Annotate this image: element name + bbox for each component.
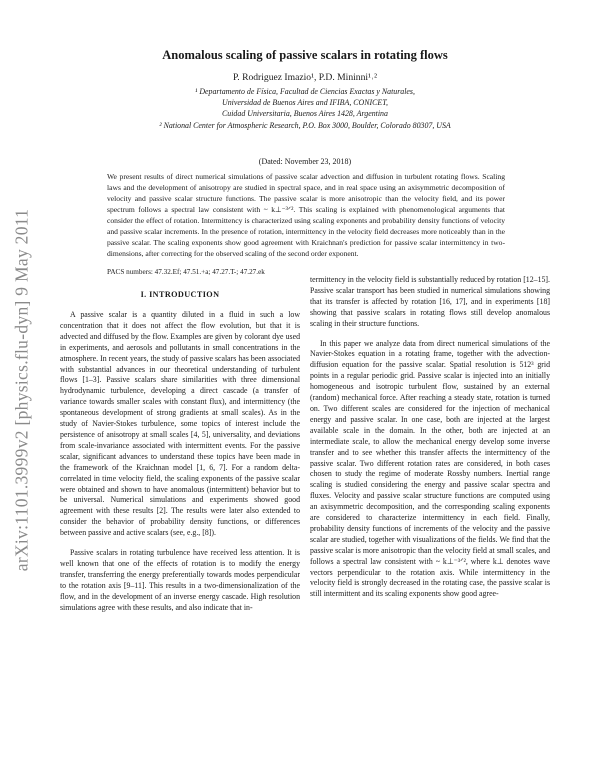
intro-paragraph-3: termittency in the velocity field is substantially reduced by rotation [12–15]. Passive scalar transport has been studied in numerical simulations showing that its transfer is affected by rotation [16, 17], and in experiments [18] showing that passive scalars in rotating flows still develop anomalous scaling in their structure functions. (310, 275, 550, 328)
paper-title: Anomalous scaling of passive scalars in rotating flows (162, 48, 448, 62)
intro-paragraph-4: In this paper we analyze data from direct numerical simulations of the Navier-Stokes equation in a rotating frame, together with the advection-diffusion equation for the passive scalar. Spatial resolution is 512³ grid points in a regular periodic grid. Passive scalar is injected into an initially homogeneous and isotropic turbulent flow, sustained by an external (random) mechanical force. After reaching a steady state, rotation is turned on. Two different scales are considered for the injection of mechanical energy and passive scalar. In one case, both are injected at the largest available scale in the domain. In the other, both are injected at an intermediate scale, to allow the mechanical energy develop some inverse transfer and to see whether this transfer affects the intermittency of the passive scalar. Two different rotation rates are considered, in both cases chosen to study the regime of moderate Rossby numbers. Inertial range scaling is studied considering the energy and passive scalar spectra and fluxes. Velocity and passive scalar structure functions are computed using an axisymmetric decomposition, and the corresponding scaling exponents are considered to characterize intermittency in each field. Finally, probability density functions of increments of the velocity and the passive scalar are studied, together with visualizations of the fields. We find that the passive scalar is more anisotropic than the velocity field at small scales, and follows a spectral law consistent with ~ k⊥⁻³ᐟ², where k⊥ denotes wave vectors perpendicular to the rotation axis. While intermittency in the velocity field is strongly decreased in the rotating case, the passive scalar is still intermittent and its scaling exponents show good agree- (310, 338, 550, 599)
section-heading-introduction: I. INTRODUCTION (140, 290, 220, 299)
affiliation-line-1: ¹ Departamento de Física, Facultad de Ciencias Exactas y Naturales, (195, 87, 415, 96)
arxiv-stamp (6, 180, 38, 600)
affiliation-line-4: ² National Center for Atmospheric Research, P.O. Box 3000, Boulder, Colorado 80307, USA (159, 121, 451, 130)
intro-paragraph-1: A passive scalar is a quantity diluted in a fluid in such a low concentration that it does not affect the flow evolution, but that it is advected and diffused by the flow. Examples are given by colorant dye used in experiments, and aerosols and pollutants in small concentrations in the atmosphere. In recent years, the study of passive scalars has been associated with substantial advances in our theoretical understanding of turbulent flows [1–3]. Passive scalars share similarities with three dimensional hydrodynamic turbulence, developing a direct cascade (a transfer of variance towards smaller scales with constant flux), and intermittency (the spontaneous development of strong gradients at small scales). As in the study of Navier-Stokes turbulence, some topics of interest include the persistence of anisotropy at small scales [4, 5], universality, and deviations from scale-invariance associated with intermittent events. For the passive scalar, significant advances to understand these topics have been made in the framework of the Kraichnan model [1, 6, 7]. For a random delta-correlated in time velocity field, the scaling exponents of the passive scalar were obtained and shown to have anomalous (intermittent) behavior but to be universal. Numerical simulations and experiments showed good agreement with these results [2]. The results were later also extended to consider the behavior of probability density functions, or differences between passive and active scalars (see, e.g., [8]). (60, 310, 300, 538)
left-column (60, 310, 300, 613)
author-list: P. Rodriguez Imazio¹, P.D. Mininni¹˒² (233, 72, 377, 83)
pacs-numbers: PACS numbers: 47.32.Ef; 47.51.+a; 47.27.T-; 47.27.ek (107, 268, 265, 276)
intro-paragraph-2: Passive scalars in rotating turbulence have received less attention. It is well known that one of the effects of rotation is to modify the energy transfer, transferring the energy preferentially towards modes perpendicular to the rotation axis [9–11]. This results in a two-dimensionalization of the flow, and in the development of an inverse energy cascade. High resolution simulations agree with these results, and also indicate that in- (60, 548, 300, 612)
affiliation-line-3: Cuidad Universitaria, Buenos Aires 1428, Argentina (222, 109, 388, 118)
arxiv-stamp-text: arXiv:1101.3999v2 [physics.flu-dyn] 9 May 2011 (11, 208, 32, 572)
right-column (310, 275, 550, 600)
affiliation-line-2: Universidad de Buenos Aires and IFIBA, CONICET, (222, 98, 388, 107)
abstract: We present results of direct numerical simulations of passive scalar advection and diffusion in turbulent rotating flows. Scaling laws and the development of anisotropy are studied in spectral space, and in real space using an axisymmetric decomposition of velocity and passive scalar structure functions. The passive scalar is more anisotropic than the velocity field, and its power spectrum follows a spectral law consistent with ~ k⊥⁻³ᐟ². This scaling is explained with phenomenological arguments that consider the effect of rotation. Intermittency is characterized using scaling exponents and probability density functions of velocity and passive scalar increments. In the presence of rotation, intermittency in the velocity field decreases more noticeably than in the passive scalar. The scaling exponents show good agreement with Kraichnan's prediction for passive scalar intermittency in two-dimensions, after correcting for the observed scaling of the second order exponent. (107, 172, 505, 258)
dated-line: (Dated: November 23, 2018) (258, 157, 352, 166)
